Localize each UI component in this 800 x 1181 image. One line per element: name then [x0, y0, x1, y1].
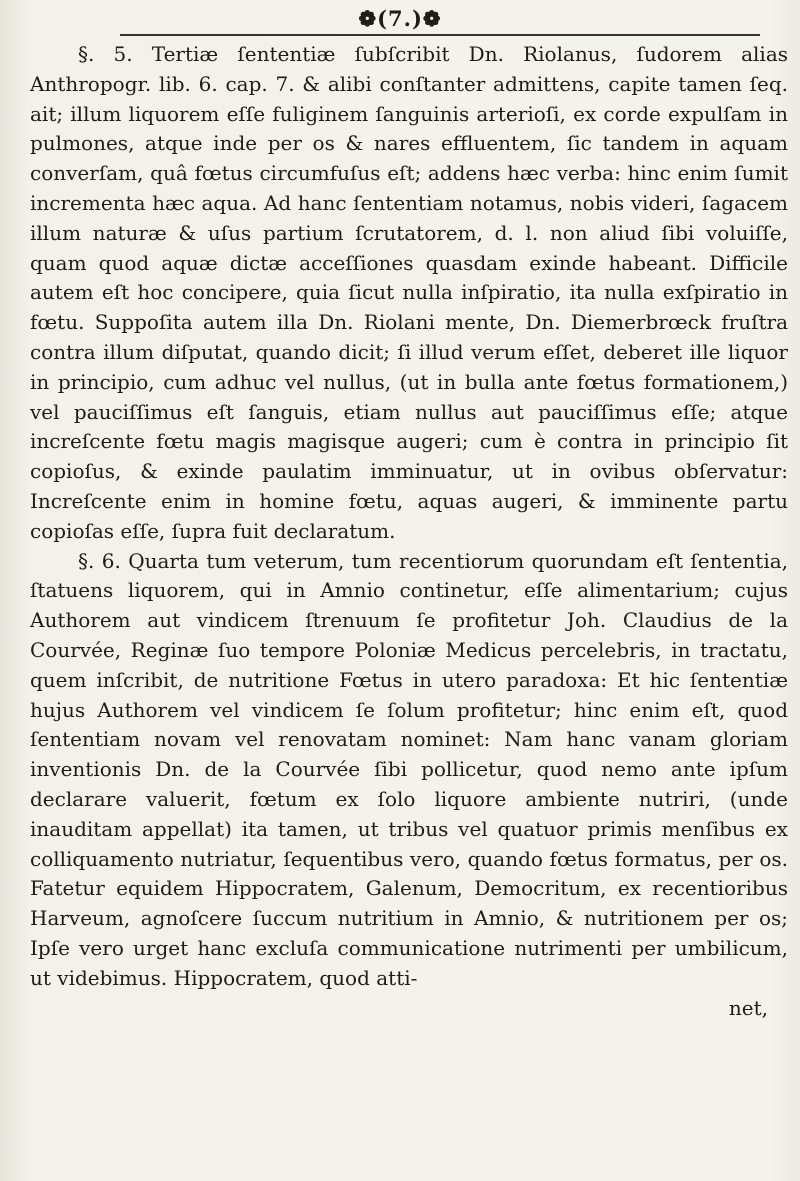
header-rule [120, 34, 760, 36]
paragraph-text: Tertiæ ſententiæ ſubſcribit Dn. Riolanus, ſudorem alias Anthropogr. lib. 6. cap. 7. & alibi conſtanter admittens, capite tamen ſeq. ait; illum liquorem eſſe fuliginem ſanguinis arterioſi, ex corde expulſam in pulmones, atque inde per os & nares effluentem, ſic tandem in aquam converſam, quâ fœtus circumfuſus eſt; addens hæc verba: hinc enim ſumit incrementa hæc aqua. Ad hanc ſententiam notamus, nobis videri, ſagacem illum naturæ & uſus partium ſcrutatorem, d. l. non aliud ſibi voluiſſe, quam quod aquæ dictæ acceſſiones quasdam exinde habeant. Difficile autem eſt hoc concipere, quia ſicut nulla inſpiratio, ita nulla exſpiratio in fœtu. Suppoſita autem illa Dn. Riolani mente, Dn. Diemerbrœck fruſtra contra illum diſputat, quando dicit; ſi illud verum eſſet, deberet ille liquor in principio, cum adhuc vel nullus, (ut in bulla ante fœtus formationem,) vel pauciſſimus eſt ſanguis, etiam nullus aut pauciſſimus eſſe; atque increſcente fœtu magis magisque augeri; cum è contra in principio ſit copioſus, & exinde paulatim imminuatur, ut in ovibus obſervatur: Increſcente enim in homine fœtu, aquas augeri, & imminente partu copioſas eſſe, ſupra fuit declaratum. [30, 42, 789, 543]
section-number: §. 6. [78, 548, 121, 573]
catchword: net, [728, 995, 768, 1020]
page-header: ❁(7.)❁ [358, 6, 442, 31]
section-number: §. 5. [78, 42, 133, 66]
paragraph-text: Quarta tum veterum, tum recentiorum quorundam eſt ſententia, ſtatuens liquorem, qui in Amnio continetur, eſſe alimentarium; cujus Authorem aut vindicem ſtrenuum ſe profitetur Joh. Claudius de la Courvée, Reginæ ſuo tempore Poloniæ Medicus percelebris, in tractatu, quem inſcribit, de nutritione Fœtus in utero paradoxa: Et hic ſententiæ hujus Authorem vel vindicem ſe ſolum profitetur; hinc enim eſt, quod ſententiam novam vel renovatam nominet: Nam hanc vanam gloriam inventionis Dn. de la Courvée ſibi pollicetur, quod nemo ante ipſum declarare valuerit, fœtum ex ſolo liquore ambiente nutriri, (unde inauditam appellat) ita tamen, ut tribus vel quatuor primis menſibus ex colliquamento nutriatur, ſequentibus vero, quando fœtus formatus, per os. Fatetur equidem Hippocratem, Galenum, Democritum, ex recentioribus Harveum, agnoſcere ſuccum nutritium in Amnio, & nutritionem per os; Ipſe vero urget hanc excluſa communicatione nutrimenti per umbilicum, ut videbimus. Hippocratem, quod atti- [30, 548, 788, 990]
body-text [30, 40, 788, 1023]
paragraph-1 [30, 40, 788, 547]
paragraph-2 [30, 547, 788, 994]
